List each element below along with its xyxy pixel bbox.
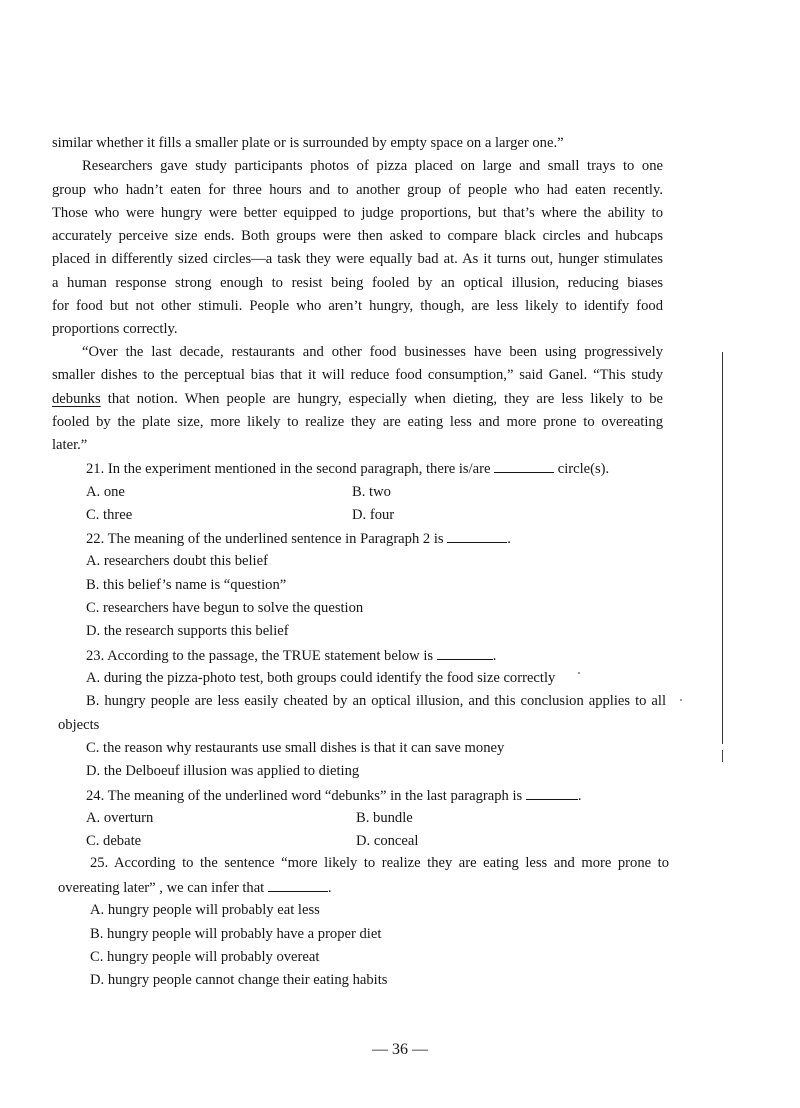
passage-line: group who hadn’t eaten for three hours and to another group of people who had eaten recently. xyxy=(52,182,663,198)
q21-option-a: A. one xyxy=(86,484,125,500)
passage-line: later.” xyxy=(52,437,88,453)
scan-speck xyxy=(578,672,580,674)
underlined-word-debunks: debunks xyxy=(52,391,101,407)
passage-text: that notion. When people are hungry, especially when dieting, they are less likely to be xyxy=(100,391,663,407)
passage-line: for food but not other stimuli. People who aren’t hungry, though, are less likely to identify food xyxy=(52,298,663,314)
question-text: 23. According to the passage, the TRUE statement below is xyxy=(86,648,434,664)
question-text: . xyxy=(577,788,582,804)
q21-option-d: D. four xyxy=(352,507,395,523)
margin-tick xyxy=(722,750,723,762)
question-text: . xyxy=(507,531,511,547)
q23-option-b-continued: objects xyxy=(58,717,100,733)
passage-line: smaller dishes to the perceptual bias that it will reduce food consumption,” said Ganel. “This study xyxy=(52,367,663,383)
q22-option-d: D. the research supports this belief xyxy=(86,623,289,639)
question-text: 24. The meaning of the underlined word “debunks” in the last paragraph is xyxy=(86,788,523,804)
q23-option-d: D. the Delboeuf illusion was applied to dieting xyxy=(86,763,360,779)
q21-option-c: C. three xyxy=(86,507,133,523)
q24-option-b: B. bundle xyxy=(356,810,413,826)
margin-rule xyxy=(722,352,723,744)
q22-option-b: B. this belief’s name is “question” xyxy=(86,577,287,593)
question-text: . xyxy=(492,648,497,664)
page-number: — 36 — xyxy=(372,1041,428,1058)
question-text: 21. In the experiment mentioned in the second paragraph, there is/are xyxy=(86,461,491,477)
question-text: 22. The meaning of the underlined sentence in Paragraph 2 is xyxy=(86,531,444,547)
question-text: overeating later” , we can infer that xyxy=(58,880,265,896)
passage-line: Researchers gave study participants photos of pizza placed on large and small trays to one xyxy=(82,158,663,174)
q22-option-a: A. researchers doubt this belief xyxy=(86,553,268,569)
passage-line: placed in differently sized circles—a task they were equally bad at. As it turns out, hunger stimulates xyxy=(52,251,663,267)
answer-blank xyxy=(268,877,328,892)
passage-line: similar whether it fills a smaller plate or is surrounded by empty space on a larger one.” xyxy=(52,135,564,151)
q25-option-c: C. hungry people will probably overeat xyxy=(90,949,320,965)
q23-option-a: A. during the pizza-photo test, both groups could identify the food size correctly xyxy=(86,670,556,686)
q24-option-c: C. debate xyxy=(86,833,142,849)
q25-option-a: A. hungry people will probably eat less xyxy=(90,902,320,918)
passage-line: fooled by the plate size, more likely to realize they are eating less and more prone to overeating xyxy=(52,414,663,430)
answer-blank xyxy=(494,458,554,473)
q23-option-b: B. hungry people are less easily cheated by an optical illusion, and this conclusion applies to all xyxy=(86,693,666,709)
passage-line: “Over the last decade, restaurants and other food businesses have been using progressively xyxy=(82,344,663,360)
answer-blank xyxy=(447,528,507,543)
q25-option-d: D. hungry people cannot change their eating habits xyxy=(90,972,388,988)
q21-option-b: B. two xyxy=(352,484,391,500)
answer-blank xyxy=(437,645,493,660)
q24-option-d: D. conceal xyxy=(356,833,419,849)
question-22-stem xyxy=(86,528,511,549)
q25-option-b: B. hungry people will probably have a proper diet xyxy=(90,926,382,942)
q24-option-a: A. overturn xyxy=(86,810,154,826)
passage-line: Those who were hungry were better equipped to judge proportions, but that’s where the ability to xyxy=(52,205,663,221)
question-24-stem xyxy=(86,785,582,806)
q22-option-c: C. researchers have begun to solve the question xyxy=(86,600,364,616)
scan-speck xyxy=(680,699,682,701)
passage-line: a human response strong enough to resist being fooled by an optical illusion, reducing biases xyxy=(52,275,663,291)
question-25-stem-continued xyxy=(58,877,332,898)
question-23-stem xyxy=(86,645,496,666)
question-text: . xyxy=(327,880,332,896)
passage-line xyxy=(52,389,663,409)
passage-line: proportions correctly. xyxy=(52,321,178,337)
passage-line: accurately perceive size ends. Both groups were then asked to compare black circles and hubcaps xyxy=(52,228,663,244)
question-25-stem: 25. According to the sentence “more likely to realize they are eating less and more prone to xyxy=(90,855,669,871)
question-21-stem xyxy=(86,458,609,479)
q23-option-c: C. the reason why restaurants use small dishes is that it can save money xyxy=(86,740,505,756)
question-text: circle(s). xyxy=(554,461,610,477)
answer-blank xyxy=(526,785,578,800)
